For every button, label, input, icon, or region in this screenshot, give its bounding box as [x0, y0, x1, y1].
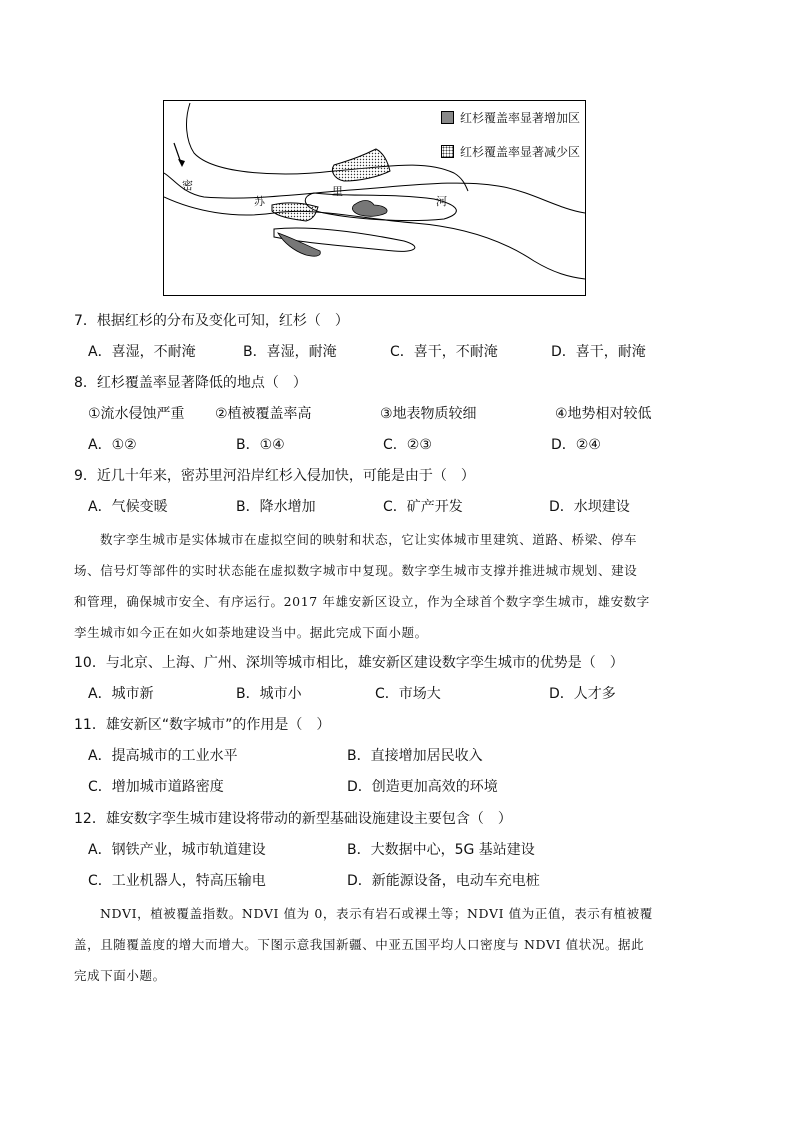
q7-option-a[interactable]: A．喜湿，不耐淹 — [88, 344, 196, 360]
river-map-figure — [163, 100, 586, 296]
q9-option-a[interactable]: A．气候变暖 — [88, 499, 168, 515]
river-label-3: 里 — [332, 185, 343, 198]
increase-area-1 — [352, 201, 387, 217]
question-7-stem: 7．根据红杉的分布及变化可知，红杉（ ） — [74, 313, 349, 329]
q12-option-b[interactable]: B．大数据中心，5G 基站建设 — [347, 842, 535, 858]
q12-option-d[interactable]: D．新能源设备，电动车充电桩 — [347, 873, 540, 889]
legend-decrease-label: 红杉覆盖率显著减少区 — [460, 145, 581, 159]
q8-item-2: ②植被覆盖率高 — [215, 406, 312, 422]
q9-option-c[interactable]: C．矿产开发 — [383, 499, 463, 515]
passage2-line-1: NDVI，植被覆盖指数。NDVI 值为 0，表示有岩石或裸土等；NDVI 值为正值，表示有植被覆 — [100, 906, 653, 921]
q11-option-b[interactable]: B．直接增加居民收入 — [347, 748, 483, 764]
river-label-4: 河 — [436, 195, 447, 208]
q11-option-c[interactable]: C．增加城市道路密度 — [88, 779, 224, 795]
q7-option-b[interactable]: B．喜湿，耐淹 — [243, 344, 337, 360]
question-10-stem: 10．与北京、上海、广州、深圳等城市相比，雄安新区建设数字孪生城市的优势是（ ） — [74, 655, 624, 671]
legend-decrease-swatch — [441, 145, 454, 158]
river-map-drawing — [164, 101, 585, 295]
legend-increase-swatch — [441, 111, 454, 124]
q8-item-4: ④地势相对较低 — [555, 406, 652, 422]
q11-option-a[interactable]: A．提高城市的工业水平 — [88, 748, 238, 764]
passage-digital-twin — [74, 524, 714, 648]
q12-option-c[interactable]: C．工业机器人，特高压输电 — [88, 873, 266, 889]
q10-option-d[interactable]: D．人才多 — [549, 686, 616, 702]
q8-option-d[interactable]: D．②④ — [551, 437, 601, 453]
q12-option-a[interactable]: A．钢铁产业，城市轨道建设 — [88, 842, 266, 858]
q8-option-a[interactable]: A．①② — [88, 437, 137, 453]
q8-item-3: ③地表物质较细 — [380, 406, 477, 422]
q10-option-a[interactable]: A．城市新 — [88, 686, 154, 702]
question-11-stem: 11．雄安新区“数字城市”的作用是（ ） — [74, 717, 331, 733]
decrease-area-2 — [272, 203, 318, 221]
q8-option-b[interactable]: B．①④ — [236, 437, 285, 453]
decrease-area-1 — [332, 149, 390, 181]
passage-ndvi — [74, 898, 714, 991]
q9-option-b[interactable]: B．降水增加 — [236, 499, 316, 515]
passage1-line-2: 场、信号灯等部件的实时状态能在虚拟数字城市中复现。数字孪生城市支撑并推进城市规划、建设 — [74, 563, 638, 578]
q7-option-d[interactable]: D．喜干，耐淹 — [551, 344, 646, 360]
question-8-stem: 8．红杉覆盖率显著降低的地点（ ） — [74, 375, 307, 391]
q8-item-1: ①流水侵蚀严重 — [88, 406, 185, 422]
legend-increase-label: 红杉覆盖率显著增加区 — [460, 111, 581, 125]
q10-option-c[interactable]: C．市场大 — [375, 686, 441, 702]
river-label-1: 密 — [182, 179, 193, 192]
question-12-stem: 12．雄安数字孪生城市建设将带动的新型基础设施建设主要包含（ ） — [74, 811, 512, 827]
passage1-line-1: 数字孪生城市是实体城市在虚拟空间的映射和状态，它让实体城市里建筑、道路、桥梁、停车 — [100, 532, 638, 547]
river-label-2: 苏 — [254, 195, 265, 208]
q8-option-c[interactable]: C．②③ — [383, 437, 432, 453]
passage1-line-4: 孪生城市如今正在如火如荼地建设当中。据此完成下面小题。 — [74, 625, 428, 640]
q10-option-b[interactable]: B．城市小 — [236, 686, 302, 702]
q11-option-d[interactable]: D．创造更加高效的环境 — [347, 779, 498, 795]
question-9-stem: 9．近几十年来，密苏里河沿岸红杉入侵加快，可能是由于（ ） — [74, 468, 475, 484]
increase-area-2 — [278, 233, 320, 256]
passage2-line-2: 盖，且随覆盖度的增大而增大。下图示意我国新疆、中亚五国平均人口密度与 NDVI 值状况。据此 — [74, 937, 645, 952]
q9-option-d[interactable]: D．水坝建设 — [549, 499, 630, 515]
passage1-line-3: 和管理，确保城市安全、有序运行。2017 年雄安新区设立，作为全球首个数字孪生城市，雄安数字 — [74, 594, 650, 609]
passage2-line-3: 完成下面小题。 — [74, 968, 166, 983]
q7-option-c[interactable]: C．喜干，不耐淹 — [390, 344, 498, 360]
